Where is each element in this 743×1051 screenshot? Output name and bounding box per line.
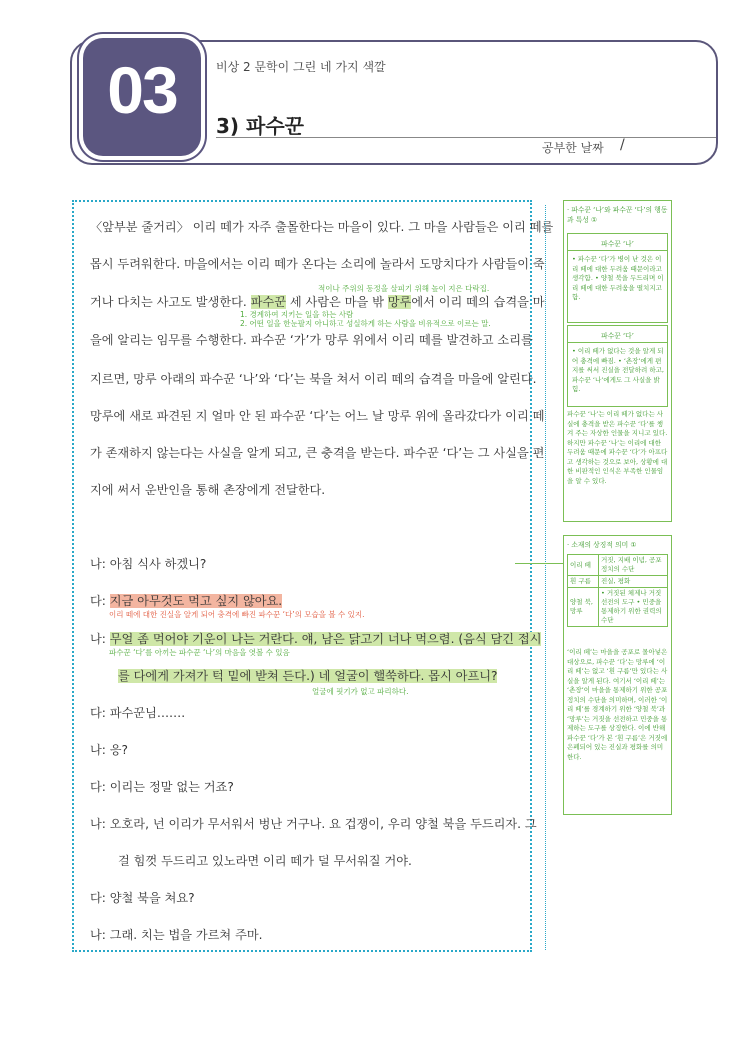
passage-line-3-c: 에서 이리 떼의 습격을 마 xyxy=(411,295,545,309)
highlight-mangru: 망루 xyxy=(387,295,412,309)
dialogue-line-3 xyxy=(90,630,541,647)
symbol-value: 거짓, 지배 이념, 공포 정치의 수단 xyxy=(599,555,668,576)
side-note-da-text: • 이리 떼가 없다는 것을 알게 되어 충격에 빠짐. • ‘촌장’에게 편지를 써서 진실을 전달하려 하고, 파수꾼 ‘나’에게도 그 사실을 밝힘. xyxy=(572,347,664,393)
dialogue-line-7: 나: 오호라, 넌 이리가 무서워서 벙난 거구나. 요 겁쟁이, 우리 양철 북을 두드리자. 그 xyxy=(90,817,537,831)
side-note-da-head: 파수꾼 ‘다’ xyxy=(601,332,634,340)
study-date-slash: / xyxy=(620,137,625,153)
side-note-na-text: • 파수꾼 ‘다’가 병이 난 것은 이리 떼에 대한 두려움 때문이라고 생각함. • 양철 북을 두드리며 이리 떼에 대한 두려움을 떨치지고 함. xyxy=(572,255,664,301)
dialogue-line-5: 나: 응? xyxy=(90,743,128,757)
dialogue-line-2 xyxy=(90,592,282,609)
symbol-value: 진실, 평화 xyxy=(599,576,668,588)
dialogue-line-8: 다: 양철 북을 쳐요? xyxy=(90,891,195,905)
symbol-key: 이리 떼 xyxy=(568,555,599,576)
passage-line-7: 가 존재하지 않는다는 사실을 알게 되고, 큰 충격을 받는다. 파수꾼 ‘다’는 그 사실을 편 xyxy=(90,446,545,460)
annotation-mangru: 적이나 주위의 동정을 살피기 위해 높이 지은 다락집. xyxy=(318,284,490,293)
annotation-face: 얼굴에 핏기가 없고 파리하다. xyxy=(312,687,409,696)
header-divider xyxy=(216,137,716,138)
symbol-row xyxy=(568,588,668,627)
annotation-na-care: 파수꾼 ‘다’를 아끼는 파수꾼 ‘나’의 마음을 엿볼 수 있음 xyxy=(109,648,290,657)
passage-line-3-b: 세 사람은 마을 밖 xyxy=(285,295,388,309)
passage-line-3-a: 거나 다치는 사고도 발생한다. xyxy=(90,295,251,309)
side-note-na-box xyxy=(567,233,668,323)
lesson-title: 3) 파수꾼 xyxy=(216,114,304,138)
dialogue-line-9: 나: 그래. 치는 법을 가르쳐 주마. xyxy=(90,928,263,942)
dialogue-line-4: 다: 파수꾼님……. xyxy=(90,706,186,720)
lesson-number-badge xyxy=(83,38,201,156)
passage-line-3 xyxy=(90,293,545,310)
annotation-pasugun-1: 1. 경계하여 지키는 일을 하는 사람 xyxy=(240,310,354,319)
symbol-row xyxy=(568,555,668,576)
highlight-pasugun: 파수꾼 xyxy=(250,295,286,309)
annotation-da-shock: 이리 떼에 대한 진실을 알게 되어 충격에 빠진 파수꾼 ‘다’의 모습을 볼 수 있지. xyxy=(109,610,365,619)
side-note-2-title: · 소재의 상징적 의미 ① xyxy=(567,541,637,549)
passage-line-1: 〈앞부분 줄거리〉 이리 떼가 자주 출몰한다는 마을이 있다. 그 마을 사람들은 이리 떼를 xyxy=(90,220,554,234)
lesson-number: 03 xyxy=(107,53,177,127)
unit-subtitle: 비상 2 문학이 그린 네 가지 색깔 xyxy=(216,60,386,74)
side-note-na-divider xyxy=(568,250,667,251)
passage-line-8: 지에 써서 운반인을 통해 촌장에게 전달한다. xyxy=(90,483,326,497)
passage-line-2: 몹시 두려워한다. 마을에서는 이리 떼가 온다는 소리에 놀라서 도망치다가 사람들이 죽 xyxy=(90,257,545,271)
symbol-key: 흰 구름 xyxy=(568,576,599,588)
study-date-label: 공부한 날짜 xyxy=(542,141,604,155)
dialogue-line-6: 다: 이리는 정말 없는 거죠? xyxy=(90,780,234,794)
dialogue-line-7b: 걸 힘껏 두드리고 있노라면 이리 떼가 덜 무서워질 거야. xyxy=(118,854,412,868)
side-note-1-summary: 파수꾼 ‘나’는 이리 떼가 없다는 사실에 충격을 받은 파수꾼 ‘다’를 챙겨 주는 자상한 인물을 지니고 있다. 하지만 파수꾼 ‘나’는 이리에 대한 두려움 때문에 파수꾼 ‘다’가 아프다고 생각하는 것으로 보아, 상황에 대한 비판적인 인식은 부족한 인물임을 알 수 있다. xyxy=(567,410,668,485)
highlight-na-line: 무얼 좀 먹어야 기운이 나는 거란다. 얘, 남은 닭고기 너나 먹으렴. (음식 담긴 접시 xyxy=(109,632,542,646)
connector-line xyxy=(515,563,563,564)
symbol-value: • 거짓된 체제나 거짓 선전의 도구 • 민중을 통제하기 위한 권력의 수단 xyxy=(599,588,668,627)
highlight-da-line: 지금 아무것도 먹고 싶지 않아요. xyxy=(109,594,283,608)
dialogue-line-3-speaker: 나: xyxy=(90,632,110,646)
dialogue-line-2-speaker: 다: xyxy=(90,594,110,608)
annotation-pasugun-2: 2. 어떤 일을 한눈팔지 아니하고 성실하게 하는 사람을 비유적으로 이르는 말. xyxy=(240,319,491,328)
passage-line-5: 지르면, 망루 아래의 파수꾼 ‘나’와 ‘다’는 북을 쳐서 이리 떼의 습격을 마을에 알린다. xyxy=(90,372,537,386)
side-note-da-divider xyxy=(568,342,667,343)
side-note-na-head: 파수꾼 ‘나’ xyxy=(601,240,634,248)
symbol-key: 양철 북, 망루 xyxy=(568,588,599,627)
passage-line-6: 망루에 새로 파견된 지 얼마 안 된 파수꾼 ‘다’는 어느 날 망루 위에 올라갔다가 이리 떼 xyxy=(90,409,545,423)
passage-line-4: 을에 알리는 임무를 수행한다. 파수꾼 ‘가’가 망루 위에서 이리 떼를 발견하고 소리를 xyxy=(90,333,533,347)
symbol-meaning-table xyxy=(567,554,668,627)
dialogue-line-1: 나: 아침 식사 하겠니? xyxy=(90,557,207,571)
symbol-row xyxy=(568,576,668,588)
side-note-1-title: · 파수꾼 ‘나’와 파수꾼 ‘다’의 행동 과 특성 ① xyxy=(567,206,668,224)
margin-dotted-rule xyxy=(545,205,546,950)
side-note-2-summary: ‘이리 떼’는 마을을 공포로 몰아넣은 대상으로, 파수꾼 ‘다’는 망루에 ‘이리 떼’는 없고 ‘흰 구름’만 있다는 사실을 알게 된다. 여기서 ‘이리 떼’는 ‘촌장’이 마을을 통제하기 위한 공포 정치의 수단을 의미하며, 이러한 ‘이리 떼’를 경계하기 위한 ‘양철 북’과 ‘망루’는 거짓을 선전하고 민중을 통제하는 도구를 상징한다. 이에 반해 파수꾼 ‘다’가 본 ‘흰 구름’은 거짓에 은폐되어 있는 진실과 평화를 의미한다. xyxy=(567,648,668,761)
dialogue-line-3b xyxy=(118,667,497,684)
highlight-na-line-2: 를 다에게 가져가 턱 밑에 받쳐 든다.) 네 얼굴이 핼쑥하다. 몹시 아프니? xyxy=(118,669,498,683)
side-note-da-box xyxy=(567,325,668,407)
